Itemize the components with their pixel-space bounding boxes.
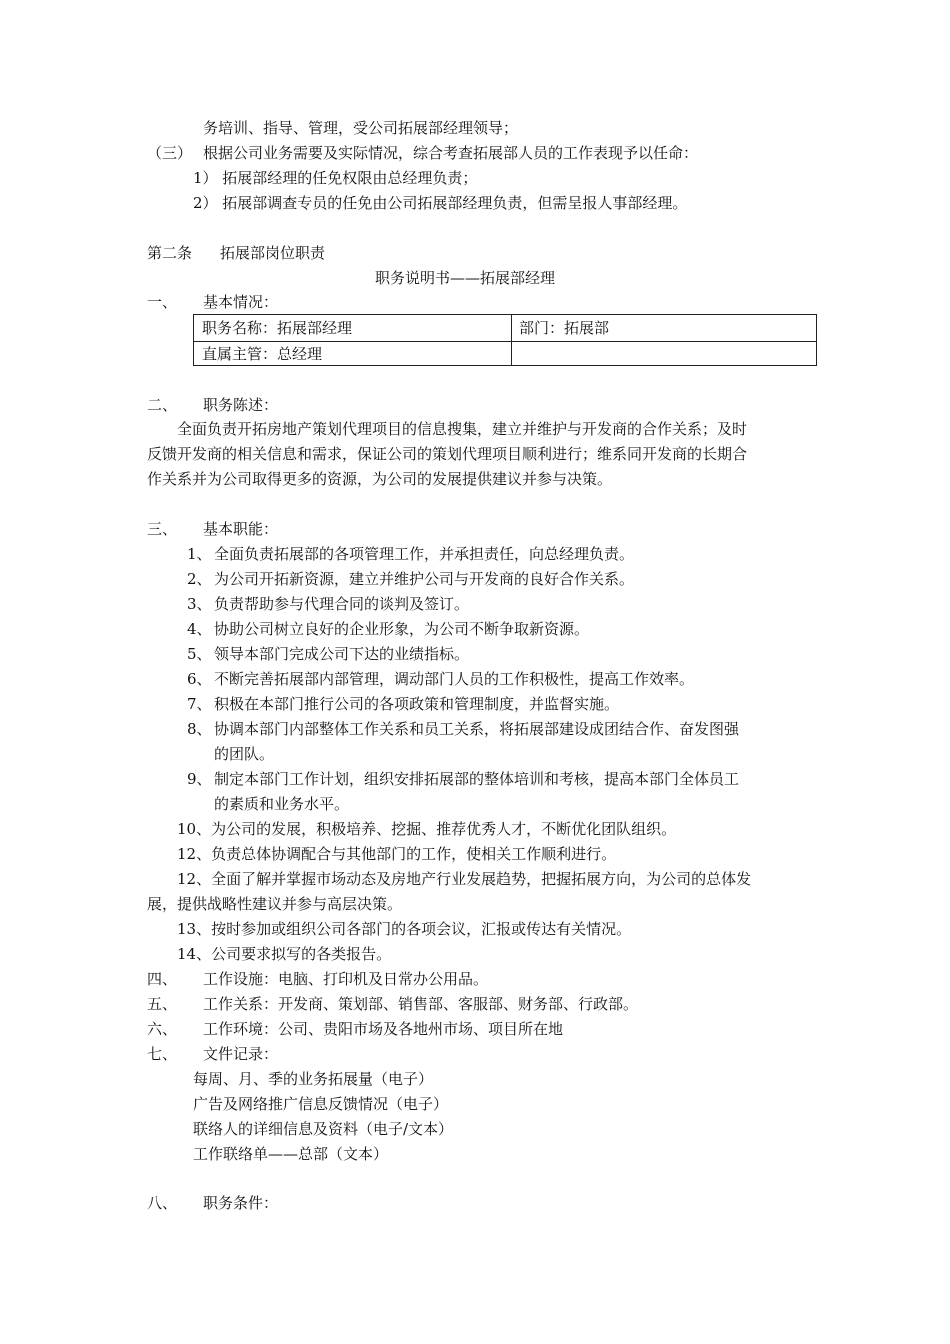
list-item: 领导本部门完成公司下达的业绩指标。 xyxy=(214,645,470,663)
sub-item: 2） 拓展部调查专员的任免由公司拓展部经理负责，但需呈报人事部经理。 xyxy=(193,194,688,212)
section-number: 三、 xyxy=(147,520,178,538)
table-divider xyxy=(194,341,816,342)
continued-text: 务培训、指导、管理，受公司拓展部经理领导； xyxy=(203,119,519,137)
record-item: 每周、月、季的业务拓展量（电子） xyxy=(193,1070,434,1088)
section-number: 四、 xyxy=(147,970,178,988)
list-item-continuation: 展，提供战略性建议并参与高层决策。 xyxy=(147,895,403,913)
list-item-number: 3、 xyxy=(187,595,212,613)
section-title: 基本情况： xyxy=(203,293,279,311)
list-item: 12、全面了解并掌握市场动态及房地产行业发展趋势，把握拓展方向，为公司的总体发 xyxy=(177,870,752,888)
section-number: 八、 xyxy=(147,1194,178,1212)
list-item: 不断完善拓展部内部管理，调动部门人员的工作积极性，提高工作效率。 xyxy=(214,670,695,688)
section-title: 职务条件： xyxy=(203,1194,279,1212)
list-item-number: 1、 xyxy=(187,545,212,563)
list-item: 积极在本部门推行公司的各项政策和管理制度，并监督实施。 xyxy=(214,695,620,713)
section-3-number: （三） xyxy=(147,144,193,162)
section-number: 一、 xyxy=(147,293,178,311)
list-item-number: 4、 xyxy=(187,620,212,638)
section-title: 基本职能： xyxy=(203,520,279,538)
table-cell-department: 部门：拓展部 xyxy=(519,319,610,337)
list-item-number: 2、 xyxy=(187,570,212,588)
list-item-continuation: 的团队。 xyxy=(214,745,275,763)
list-item: 12、负责总体协调配合与其他部门的工作，使相关工作顺利进行。 xyxy=(177,845,617,863)
document-title: 职务说明书——拓展部经理 xyxy=(375,269,556,287)
list-item-continuation: 的素质和业务水平。 xyxy=(214,795,350,813)
list-item-number: 7、 xyxy=(187,695,212,713)
record-item: 联络人的详细信息及资料（电子/文本） xyxy=(193,1120,454,1138)
paragraph-line: 作关系并为公司取得更多的资源，为公司的发展提供建议并参与决策。 xyxy=(147,470,613,488)
list-item: 制定本部门工作计划，组织安排拓展部的整体培训和考核，提高本部门全体员工 xyxy=(214,770,740,788)
table-cell-position: 职务名称：拓展部经理 xyxy=(202,319,353,337)
article-title: 拓展部岗位职责 xyxy=(220,244,326,262)
section-title: 职务陈述： xyxy=(203,396,279,414)
paragraph-line: 全面负责开拓房地产策划代理项目的信息搜集，建立并维护与开发商的合作关系；及时 xyxy=(177,420,748,438)
table-cell-supervisor: 直属主管：总经理 xyxy=(202,345,323,363)
list-item-number: 6、 xyxy=(187,670,212,688)
section-text: 工作关系：开发商、策划部、销售部、客服部、财务部、行政部。 xyxy=(203,995,639,1013)
list-item-number: 9、 xyxy=(187,770,212,788)
paragraph-line: 反馈开发商的相关信息和需求，保证公司的策划代理项目顺利进行；维系同开发商的长期合 xyxy=(147,445,748,463)
list-item-number: 8、 xyxy=(187,720,212,738)
list-item: 为公司开拓新资源，建立并维护公司与开发商的良好合作关系。 xyxy=(214,570,635,588)
section-3-text: 根据公司业务需要及实际情况，综合考查拓展部人员的工作表现予以任命： xyxy=(203,144,699,162)
basic-info-table xyxy=(193,314,817,366)
section-number: 七、 xyxy=(147,1045,178,1063)
table-divider xyxy=(511,315,512,365)
list-item: 13、按时参加或组织公司各部门的各项会议，汇报或传达有关情况。 xyxy=(177,920,632,938)
section-number: 六、 xyxy=(147,1020,178,1038)
list-item: 14、公司要求拟写的各类报告。 xyxy=(177,945,392,963)
sub-item: 1） 拓展部经理的任免权限由总经理负责； xyxy=(193,169,478,187)
section-title: 文件记录： xyxy=(203,1045,279,1063)
list-item: 全面负责拓展部的各项管理工作，并承担责任，向总经理负责。 xyxy=(214,545,635,563)
list-item: 10、为公司的发展，积极培养、挖掘、推荐优秀人才，不断优化团队组织。 xyxy=(177,820,677,838)
record-item: 广告及网络推广信息反馈情况（电子） xyxy=(193,1095,449,1113)
list-item: 协调本部门内部整体工作关系和员工关系，将拓展部建设成团结合作、奋发图强 xyxy=(214,720,740,738)
list-item-number: 5、 xyxy=(187,645,212,663)
section-number: 五、 xyxy=(147,995,178,1013)
list-item: 负责帮助参与代理合同的谈判及签订。 xyxy=(214,595,470,613)
section-number: 二、 xyxy=(147,396,178,414)
list-item: 协助公司树立良好的企业形象，为公司不断争取新资源。 xyxy=(214,620,590,638)
section-text: 工作设施：电脑、打印机及日常办公用品。 xyxy=(203,970,489,988)
section-text: 工作环境：公司、贵阳市场及各地州市场、项目所在地 xyxy=(203,1020,564,1038)
record-item: 工作联络单——总部（文本） xyxy=(193,1145,389,1163)
article-number: 第二条 xyxy=(147,244,193,262)
